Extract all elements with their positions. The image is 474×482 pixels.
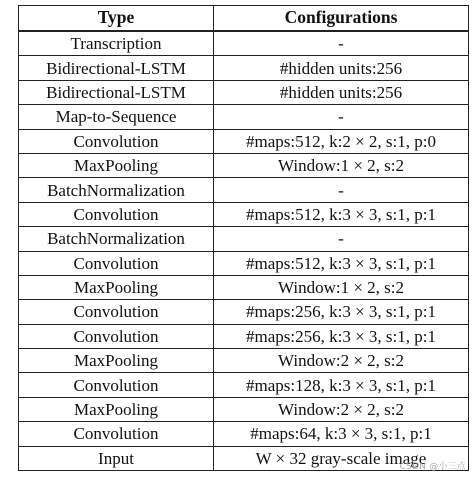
cell-config: - — [214, 105, 469, 129]
table-header-row — [19, 6, 469, 32]
table-row — [19, 397, 469, 421]
table-row — [19, 202, 469, 226]
table-row — [19, 300, 469, 324]
cell-config: Window:1 × 2, s:2 — [214, 153, 469, 177]
cell-config: #maps:256, k:3 × 3, s:1, p:1 — [214, 324, 469, 348]
table-row — [19, 56, 469, 80]
cell-config: - — [214, 31, 469, 56]
cell-type: Convolution — [19, 300, 214, 324]
cell-config: #hidden units:256 — [214, 56, 469, 80]
table-row — [19, 373, 469, 397]
cell-type: Convolution — [19, 251, 214, 275]
cell-type: MaxPooling — [19, 275, 214, 299]
table-body — [19, 31, 469, 471]
table-row — [19, 80, 469, 104]
table-row — [19, 31, 469, 56]
watermark: CSDN @小三点 — [399, 462, 466, 472]
cell-type: Convolution — [19, 202, 214, 226]
header-type: Type — [19, 6, 214, 32]
table-row — [19, 129, 469, 153]
cell-type: BatchNormalization — [19, 227, 214, 251]
table-row — [19, 227, 469, 251]
table-row — [19, 324, 469, 348]
cell-config: #maps:128, k:3 × 3, s:1, p:1 — [214, 373, 469, 397]
table-row — [19, 178, 469, 202]
cell-type: Transcription — [19, 31, 214, 56]
cell-config: #hidden units:256 — [214, 80, 469, 104]
cell-config: #maps:512, k:3 × 3, s:1, p:1 — [214, 251, 469, 275]
cell-config: #maps:256, k:3 × 3, s:1, p:1 — [214, 300, 469, 324]
table-row — [19, 251, 469, 275]
cell-config: #maps:512, k:3 × 3, s:1, p:1 — [214, 202, 469, 226]
cell-config: #maps:512, k:2 × 2, s:1, p:0 — [214, 129, 469, 153]
cell-type: MaxPooling — [19, 349, 214, 373]
cell-config: - — [214, 178, 469, 202]
cell-config: Window:2 × 2, s:2 — [214, 349, 469, 373]
cell-type: Convolution — [19, 324, 214, 348]
cell-config: - — [214, 227, 469, 251]
table-row — [19, 422, 469, 446]
cell-config: Window:2 × 2, s:2 — [214, 397, 469, 421]
table-row — [19, 153, 469, 177]
cell-type: MaxPooling — [19, 397, 214, 421]
cell-type: Input — [19, 446, 214, 470]
cell-config: #maps:64, k:3 × 3, s:1, p:1 — [214, 422, 469, 446]
cell-type: Convolution — [19, 129, 214, 153]
cell-type: Convolution — [19, 422, 214, 446]
header-configurations: Configurations — [214, 6, 469, 32]
cell-type: Bidirectional-LSTM — [19, 80, 214, 104]
cell-type: MaxPooling — [19, 153, 214, 177]
table-row — [19, 275, 469, 299]
cell-type: Bidirectional-LSTM — [19, 56, 214, 80]
table-row — [19, 349, 469, 373]
cell-config: Window:1 × 2, s:2 — [214, 275, 469, 299]
table-row — [19, 105, 469, 129]
cell-config: W × 32 gray-scale image — [214, 446, 469, 470]
cell-type: Map-to-Sequence — [19, 105, 214, 129]
cell-type: Convolution — [19, 373, 214, 397]
network-configuration-table — [18, 5, 469, 471]
cell-type: BatchNormalization — [19, 178, 214, 202]
